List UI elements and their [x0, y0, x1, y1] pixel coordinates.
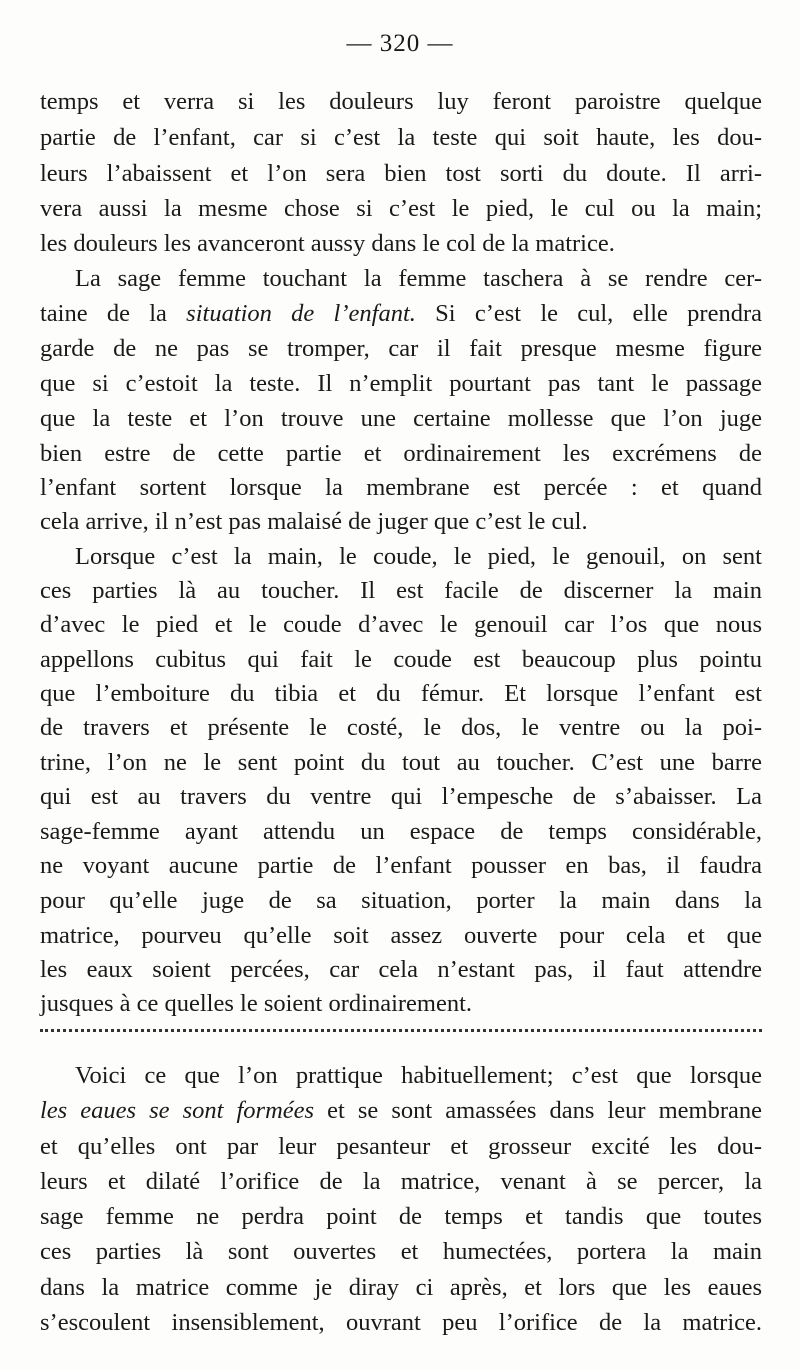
- text-line-with-italic: [40, 296, 762, 332]
- text-line: d’avec le pied et le coude d’avec le genouil car l’os que nous: [40, 611, 762, 638]
- text-line: ne voyant aucune partie de l’enfant pousser en bas, il faudra: [40, 852, 762, 879]
- text-line: trine, l’on ne le sent point du tout au toucher. C’est une barre: [40, 749, 762, 776]
- text-segment: taine de la: [40, 300, 187, 327]
- text-line: s’escoulent insensiblement, ouvrant peu l’orifice de la matrice.: [40, 1309, 762, 1336]
- text-line: ces parties là au toucher. Il est facile de discerner la main: [40, 577, 762, 604]
- text-line: dans la matrice comme je diray ci après, et lors que les eaues: [40, 1274, 762, 1301]
- text-line: appellons cubitus qui fait le coude est beaucoup plus pointu: [40, 646, 762, 673]
- text-line: garde de ne pas se tromper, car il fait presque mesme figure: [40, 335, 762, 362]
- text-line: Lorsque c’est la main, le coude, le pied, le genouil, on sent: [75, 543, 762, 570]
- text-line: que la teste et l’on trouve une certaine mollesse que l’on juge: [40, 405, 762, 432]
- text-line: de travers et présente le costé, le dos, le ventre ou la poi-: [40, 714, 762, 741]
- text-line: qui est au travers du ventre qui l’empesche de s’abaisser. La: [40, 783, 762, 810]
- text-line: vera aussi la mesme chose si c’est le pied, le cul ou la main;: [40, 195, 762, 222]
- text-segment: Si c’est le cul, elle prendra: [415, 300, 762, 327]
- dotted-separator: [40, 1029, 762, 1036]
- page-number: — 320 —: [346, 30, 454, 57]
- text-line: sage femme ne perdra point de temps et tandis que toutes: [40, 1203, 762, 1230]
- text-line: matrice, pourveu qu’elle soit assez ouverte pour cela et que: [40, 922, 762, 949]
- text-line: sage-femme ayant attendu un espace de temps considérable,: [40, 818, 762, 845]
- text-line-with-italic: [40, 1093, 762, 1129]
- text-line: La sage femme touchant la femme taschera à se rendre cer-: [75, 265, 762, 292]
- italic-phrase: les eaues se sont formées: [40, 1097, 315, 1124]
- text-line: Voici ce que l’on prattique habituellement; c’est que lorsque: [75, 1062, 762, 1089]
- text-line: temps et verra si les douleurs luy feront paroistre quelque: [40, 88, 762, 115]
- text-line: et qu’elles ont par leur pesanteur et grosseur excité les dou-: [40, 1133, 762, 1160]
- text-line: que l’emboiture du tibia et du fémur. Et lorsque l’enfant est: [40, 680, 762, 707]
- text-line: partie de l’enfant, car si c’est la teste qui soit haute, les dou-: [40, 124, 762, 151]
- text-line: que si c’estoit la teste. Il n’emplit pourtant pas tant le passage: [40, 370, 762, 397]
- text-line: cela arrive, il n’est pas malaisé de juger que c’est le cul.: [40, 508, 588, 535]
- text-line: jusques à ce quelles le soient ordinairement.: [40, 990, 473, 1017]
- text-line: pour qu’elle juge de sa situation, porter la main dans la: [40, 887, 762, 914]
- text-line: leurs et dilaté l’orifice de la matrice, venant à se percer, la: [40, 1168, 762, 1195]
- text-segment: et se sont amassées dans leur membrane: [314, 1097, 762, 1124]
- text-line: les douleurs les avanceront aussy dans le col de la matrice.: [40, 230, 615, 257]
- italic-phrase: situation de l’enfant.: [186, 300, 416, 327]
- text-line: leurs l’abaissent et l’on sera bien tost sorti du doute. Il arri-: [40, 160, 762, 187]
- text-line: ces parties là sont ouvertes et humectées, portera la main: [40, 1238, 762, 1265]
- text-line: les eaux soient percées, car cela n’estant pas, il faut attendre: [40, 956, 762, 983]
- text-line: bien estre de cette partie et ordinairement les excrémens de: [40, 440, 762, 467]
- text-line: l’enfant sortent lorsque la membrane est percée : et quand: [40, 474, 762, 501]
